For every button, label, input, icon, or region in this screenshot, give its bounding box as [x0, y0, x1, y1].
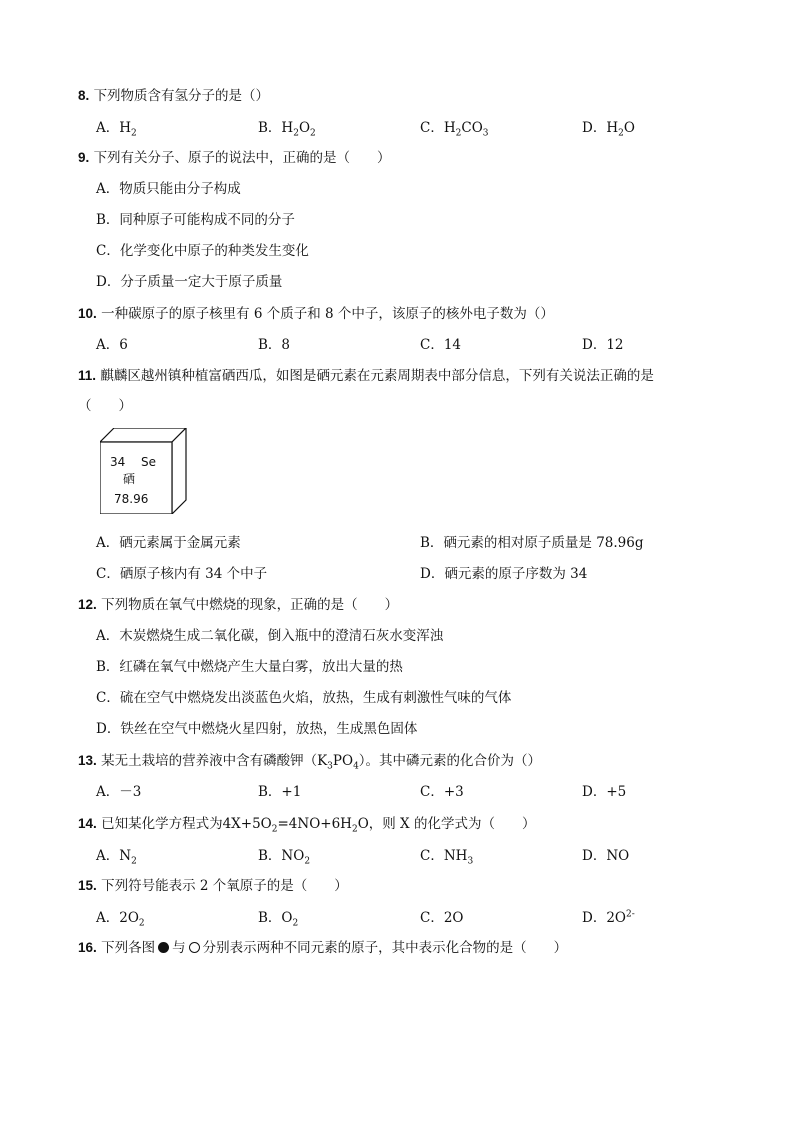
option-c[interactable]: C．硫在空气中燃烧发出淡蓝色火焰，放热，生成有刺激性气味的气体 — [96, 690, 512, 706]
option-d[interactable]: D．分子质量一定大于原子质量 — [96, 274, 283, 290]
option-b[interactable]: B．+1 — [258, 784, 302, 800]
option-b[interactable]: B．8 — [258, 337, 291, 353]
option-b[interactable]: B．$H_2O_2$ — [258, 120, 316, 139]
question-number: 9. — [78, 150, 90, 165]
option-a[interactable]: A．木炭燃烧生成二氧化碳，倒入瓶中的澄清石灰水变浑浊 — [96, 628, 444, 644]
option-b[interactable]: B．$O_2$ — [258, 910, 299, 929]
question-text: 下列物质在氧气中燃烧的现象，正确的是（ ） — [101, 597, 399, 613]
option-b[interactable]: B．硒元素的相对原子质量是 78.96g — [420, 535, 644, 551]
option-d[interactable]: D．$H_2O$ — [582, 120, 635, 139]
question-text: 麒麟区越州镇种植富硒西瓜，如图是硒元素在元素周期表中部分信息，下列有关说法正确的是 — [100, 368, 654, 384]
option-b[interactable]: B．红磷在氧气中燃烧产生大量白雾，放出大量的热 — [96, 659, 403, 675]
option-d[interactable]: D．NO — [582, 848, 630, 864]
option-c[interactable]: C．2O — [420, 910, 464, 926]
question-number: 12. — [78, 597, 97, 612]
question-text: 下列各图 与 分别表示两种不同元素的原子，其中表示化合物的是（ ） — [101, 940, 568, 956]
option-b[interactable]: B．同种原子可能构成不同的分子 — [96, 212, 295, 228]
option-d[interactable]: D．铁丝在空气中燃烧火星四射，放热，生成黑色固体 — [96, 721, 418, 737]
option-c[interactable]: C．$NH_3$ — [420, 848, 474, 867]
option-a[interactable]: A．－3 — [96, 784, 142, 800]
option-c[interactable]: C．化学变化中原子的种类发生变化 — [96, 243, 309, 259]
option-a[interactable]: A．6 — [96, 337, 128, 353]
question-number: 8. — [78, 88, 90, 103]
question-number: 13. — [78, 753, 97, 768]
question-15 — [78, 874, 348, 894]
question-number: 16. — [78, 940, 97, 955]
option-a[interactable]: A．$2O_2$ — [96, 910, 145, 929]
question-text: 下列符号能表示 2 个氧原子的是（ ） — [101, 878, 348, 894]
option-a[interactable]: A．硒元素属于金属元素 — [96, 535, 241, 551]
question-11 — [78, 364, 654, 384]
option-d[interactable]: D．+5 — [582, 784, 627, 800]
option-c[interactable]: C．$H_2CO_3$ — [420, 120, 489, 139]
element-name: 硒 — [123, 472, 136, 486]
option-d[interactable]: D．$2O^{2-}$ — [582, 909, 635, 926]
option-d[interactable]: D．硒元素的原子序数为 34 — [420, 566, 588, 582]
question-12 — [78, 593, 398, 613]
option-c[interactable]: C．+3 — [420, 784, 464, 800]
question-text: 已知某化学方程式为$4X+5O_2=4NO+6H_2O$，则 X 的化学式为（ ） — [101, 816, 536, 835]
question-14 — [78, 812, 535, 835]
atomic-number: 34 — [110, 455, 126, 469]
option-b[interactable]: B．$NO_2$ — [258, 848, 311, 867]
atomic-mass: 78.96 — [114, 492, 149, 506]
option-c[interactable]: C．14 — [420, 337, 462, 353]
answer-parenthesis: （ ） — [78, 398, 132, 414]
question-text: 下列物质含有氢分子的是（） — [93, 88, 270, 104]
question-10 — [78, 302, 554, 322]
option-a[interactable]: A．物质只能由分子构成 — [96, 181, 241, 197]
question-text: 一种碳原子的原子核里有 6 个质子和 8 个中子，该原子的核外电子数为（） — [101, 306, 554, 322]
option-a[interactable]: A．$N_2$ — [96, 848, 137, 867]
question-number: 11. — [78, 368, 97, 383]
option-a[interactable]: A．$H_2$ — [96, 120, 137, 139]
question-16 — [78, 936, 567, 956]
element-symbol: Se — [141, 455, 156, 469]
question-13 — [78, 749, 541, 772]
filled-circle-icon — [158, 942, 169, 953]
question-number: 14. — [78, 816, 97, 831]
question-number: 15. — [78, 878, 97, 893]
element-cell-selenium — [100, 428, 190, 514]
hollow-circle-icon — [189, 942, 200, 953]
question-number: 10. — [78, 306, 97, 321]
option-d[interactable]: D．12 — [582, 337, 624, 353]
question-9 — [78, 146, 391, 166]
question-text: 某无土栽培的营养液中含有磷酸钾$(K_3PO_4)$。其中磷元素的化合价为（） — [101, 753, 542, 772]
question-text: 下列有关分子、原子的说法中，正确的是（ ） — [93, 150, 391, 166]
question-8 — [78, 84, 269, 104]
option-c[interactable]: C．硒原子核内有 34 个中子 — [96, 566, 268, 582]
